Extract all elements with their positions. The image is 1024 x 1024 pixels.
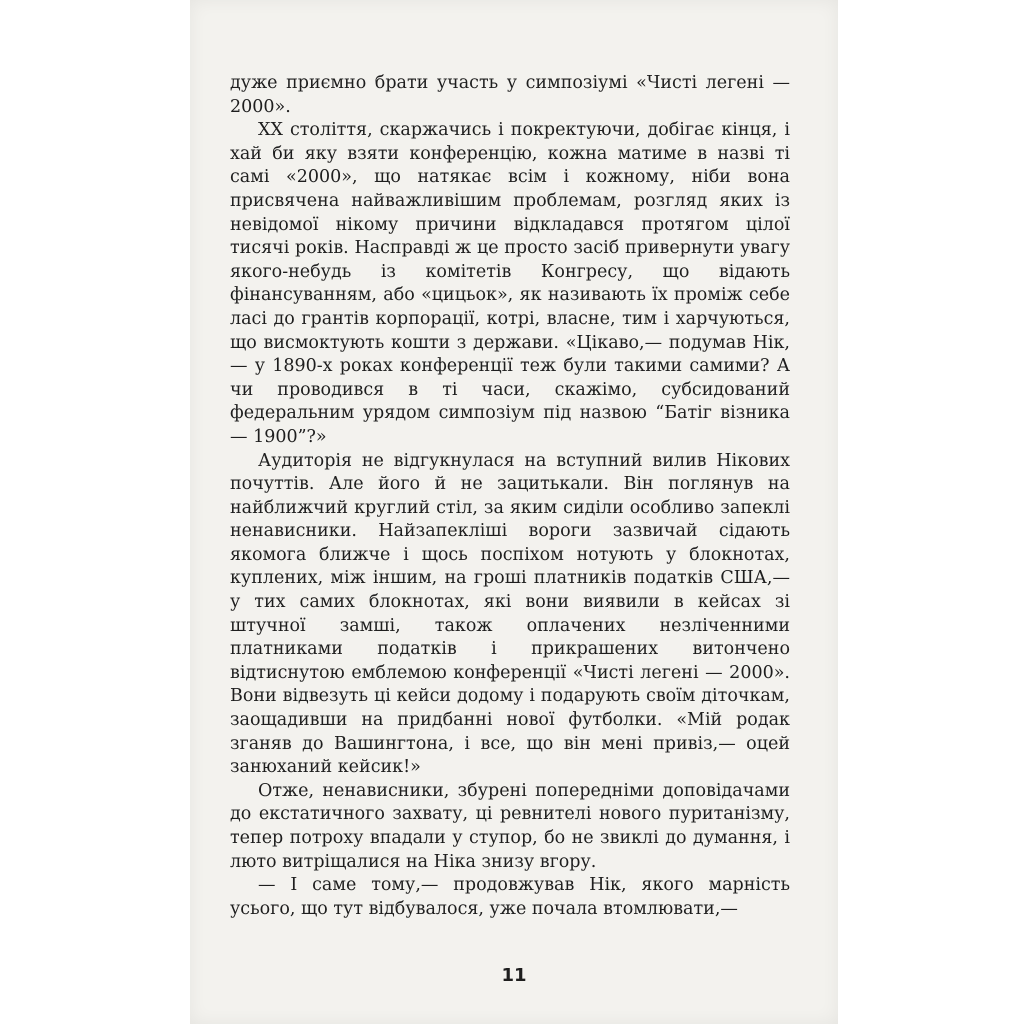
- book-page: [190, 0, 838, 1024]
- body-text: [230, 72, 790, 921]
- paragraph: Отже, ненависники, збурені попередніми доповідачами до екстатичного захвату, ці ревнителі нового пуританізму, тепер потроху впадали у ступор, бо не звиклі до думання, і люто витріщалися на Ніка знизу вгору.: [230, 780, 790, 872]
- paragraph: XX століття, скаржачись і покректуючи, добігає кінця, і хай би яку взяти конференцію, кожна матиме в назві ті самі «2000», що натякає всім і кожному, ніби вона присвячена найважливішим проблемам, розгляд яких із невідомої нікому причини відкладався протягом цілої тисячі років. Насправді ж це просто засіб привернути увагу якого-небудь із комітетів Конгресу, що відають фінансуванням, або «цицьок», як називають їх проміж себе ласі до грантів корпорації, котрі, власне, тим і харчуються, що висмоктують кошти з держави. «Цікаво,— подумав Нік,— у 1890-х роках конференції теж були такими самими? А чи проводився в ті часи, скажімо, субсидований федеральним урядом симпозіум під назвою “Батіг візника — 1900”?»: [230, 120, 790, 447]
- paragraph: Аудиторія не відгукнулася на вступний вилив Нікових почуттів. Але його й не зацитькали. Він поглянув на найближчий круглий стіл, за яким сиділи особливо запеклі ненависники. Найзапекліші вороги зазвичай сідають якомога ближче і щось поспіхом нотують у блокнотах, куплених, між іншим, на гроші платників податків США,— у тих самих блокнотах, які вони виявили в кейсах зі штучної замші, також оплачених незліченними платниками податків і прикрашених витончено відтиснутою емблемою конференції «Чисті легені — 2000». Вони відвезуть ці кейси додому і подарують своїм діточкам, заощадивши на придбанні нової футболки. «Мій родак зганяв до Вашингтона, і все, що він мені привіз,— оцей занюханий кейсик!»: [230, 450, 790, 778]
- page-number: 11: [501, 965, 527, 986]
- paragraph-continuation: дуже приємно брати участь у симпозіумі «Чисті легені — 2000».: [230, 73, 790, 117]
- paragraph: — І саме тому,— продовжував Нік, якого марність усього, що тут відбувалося, уже почала втомлювати,—: [230, 875, 790, 919]
